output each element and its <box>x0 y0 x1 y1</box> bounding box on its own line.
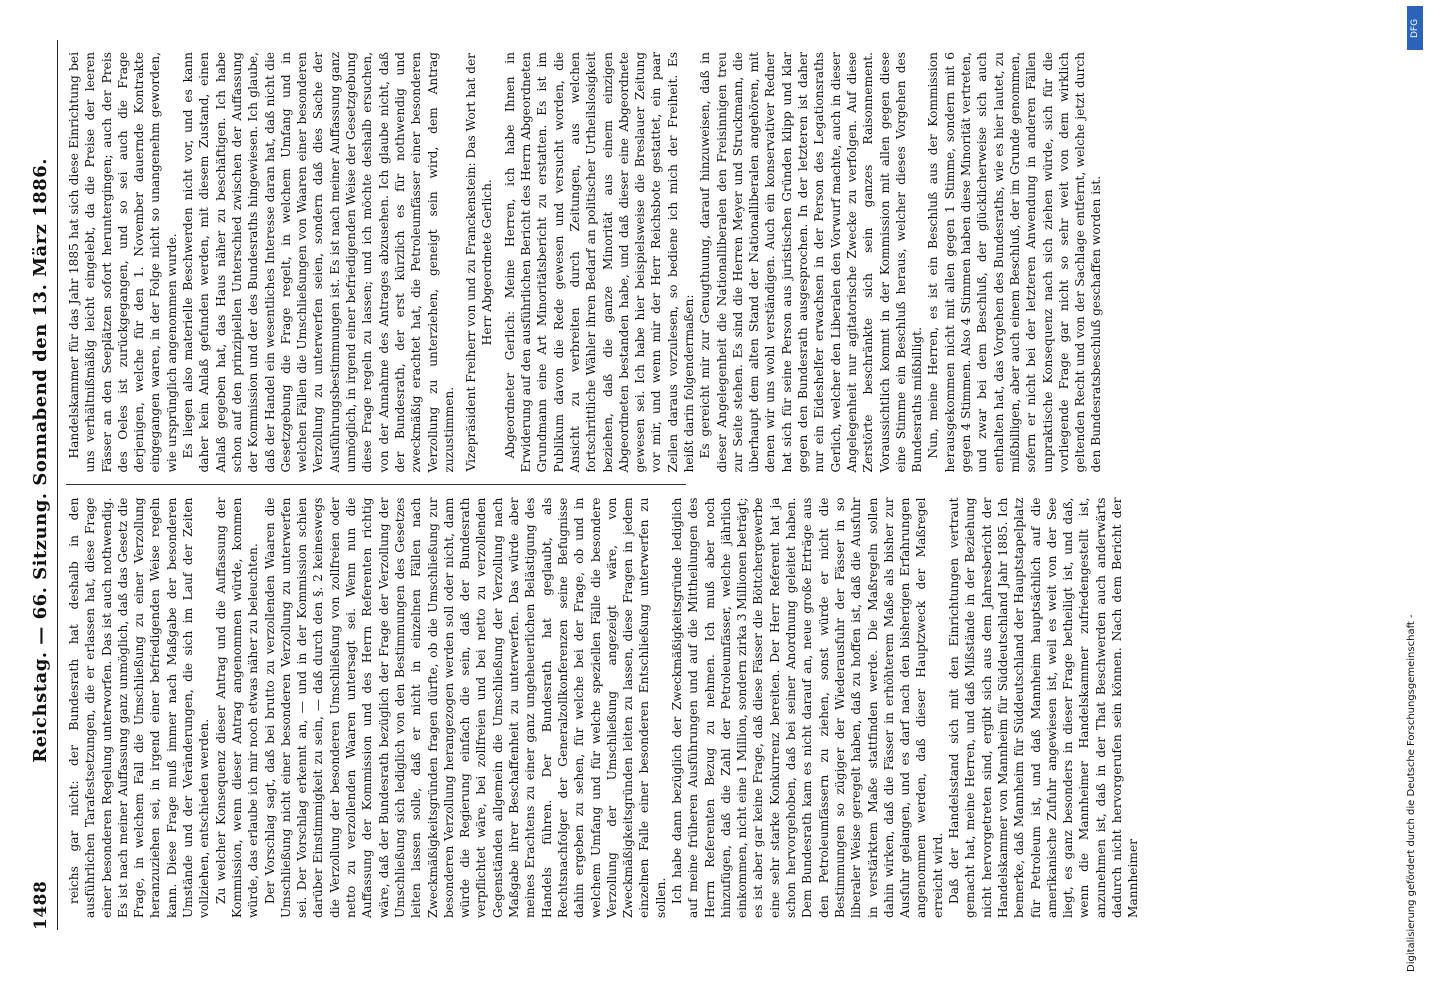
paragraph: Abgeordneter Gerlich: Meine Herren, ich habe Ihnen in Erwiderung auf den ausführlichen Bericht des Herrn Abgeordneten Grundmann eine Art Minoritätsbericht zu erstatten. Es ist im Publikum davon die Rede gewesen und versucht worden, die Ansicht zu verbreiten durch Zeitungen, aus welchen fortschrittliche Wähler ihren Bedarf an politischer Urtheilslosigkeit beziehen, daß die ganze Minorität aus einem einzigen Abgeordneten bestanden habe, und daß dieser eine Abgeordnete gewesen sei. Ich habe hier beispielsweise die Breslauer Zeitung vor mir, und wenn mir der Herr Reichsbote gestattet, ein paar Zeilen daraus vorzulesen, so bediene ich mich der Freiheit. Es heißt darin folgendermaßen: <box>502 52 696 473</box>
paragraph: reichs gar nicht: der Bundesrath hat deshalb in den ausführlichen Tarafestsetzungen, die er erlassen hat, diese Frage einer besonderen Regelung unterworfen. Das ist auch nothwendig. Es ist nach meiner Auffassung ganz unmöglich, daß das Gesetz die Frage, in welchem Fall die Umschließung zu einer Verzollung heranzuziehen sei, in irgend einer befriedigenden Weise regeln kann. Diese Frage muß immer nach Maßgabe der besonderen Umstände und der Veränderungen, die sich im Lauf der Zeiten vollziehen, entschieden werden. <box>67 497 212 918</box>
paragraph: Daß der Handelsstand sich mit den Einrichtungen vertraut gemacht hat, meine Herren, und daß Mißstände in der Beziehung nicht hervorgetreten sind, ergibt sich aus dem Jahresbericht der Handelskammer von Mannheim für Süddeutschland Jahr 1885. Ich bemerke, daß Mannheim für Süddeutschland der Hauptstapelplatz für Petroleum ist, und daß Mannheim hauptsächlich auf die amerikanische Zufuhr angewiesen ist, weil es weit von der See liegt, es ganz besonders in dieser Frage betheiligt ist, und daß, wenn die Mannheimer Handelskammer zufriedengestellt ist, anzunehmen ist, daß in der That Beschwerden auch anderwärts dadurch nicht hervorgerufen sein können. Nach dem Bericht der Mannheimer <box>947 497 1141 918</box>
right-column <box>66 40 1104 486</box>
paragraph: Handelskammer für das Jahr 1885 hat sich diese Einrichtung bei uns verhältnißmäßig leicht eingelebt, da die Preise der leeren Fässer an den Seeplätzen sofort heruntergingen; auch der Preis des Oeles ist zurückgegangen, und so sei auch die Frage derjenigen, welche für den 1. November dauernde Kontrakte eingegangen waren, in der Folge nicht so unangenehm geworden, wie ursprünglich angenommen wurde. <box>67 52 179 473</box>
paragraph: Zu welcher Konsequenz dieser Antrag und die Auffassung der Kommission, wenn dieser Antrag angenommen würde, kommen würde, das erlaube ich mir noch etwas näher zu beleuchten. <box>213 497 261 918</box>
credit-text: Digitalisierung gefördert durch die Deutsche Forschungsgemeinschaft - <box>1406 614 1417 972</box>
running-head <box>30 40 58 930</box>
paragraph: Nun, meine Herren, es ist ein Beschluß aus der Kommission herausgekommen nicht mit allen gegen 1 Stimme, sondern mit 6 gegen 4 Stimmen. Also 4 Stimmen haben diese Minorität vertreten, und zwar bei dem Beschluß, der glücklicherweise sich auch enthalten hat, das Vorgehen des Bundesraths, wie es hier lautet, zu mißbilligen, aber auch einem Beschluß, der im Grunde genommen, sofern er nicht bei der letzteren Anwendung in anderen Fällen unpraktische Konsequenz nach sich ziehen würde, sich für die vorliegende Frage gar nicht so sehr weit von dem wirklich geltenden Recht und von der Sachlage entfernt, welche jetzt durch den Bundesratsbeschluß geschaffen worden ist. <box>926 52 1104 473</box>
page-title: Reichstag. — 66. Sitzung. Sonnabend den 13. März 1886. <box>30 157 51 763</box>
quoted-paragraph: Es gereicht mir zur Genugthuung, darauf hinzuweisen, daß in dieser Angelegenheit die Nationalliberalen den Freisinnigen treu zur Seite stehen. Es sind die Herren Meyer und Struckmann, die überhaupt dem alten Stand der Nationalliberalen angehören, mit denen wir uns wohl verständigen. Auch ein konservativer Redner hat sich für seine Person aus juristischen Gründen klipp und klar gegen den Bundesrath ausgesprochen. In der letzteren ist daher nur ein Eideshelfer erwachsen in der Person des Legationsraths Gerlich, welcher den Liberalen den Vorwurf machte, auch in dieser Angelegenheit nur agitatorische Zwecke zu verfolgen. Auf diese Zerstörte beschränkte sich sein ganzes Raisonnement. Voraussichtlich kommt in der Kommission mit allen gegen diese eine Stimme ein Beschluß heraus, welcher dieses Vorgehen des Bundesraths mißbilligt. <box>698 52 925 473</box>
text-columns <box>66 40 1141 930</box>
paragraph: Ich habe dann bezüglich der Zweckmäßigkeitsgründe lediglich auf meine früheren Ausführungen und auf die Mittheilungen des Herrn Referenten Bezug zu nehmen. Ich muß aber noch hinzufügen, daß die Zahl der Petroleumfässer, welche jährlich einkommen, nicht eine 1 Million, sondern zirka 3 Millionen beträgt; es ist aber gar keine Frage, daß diese Fässer die Böttchergewerbe eine sehr starke Konkurrenz bereiten. Der Herr Referent hat ja schon hervorgehoben, daß bei seiner Anordnung geleitet haben. Dem Bundesrath kam es nicht darauf an, neue große Erträge aus den Petroleumfässern zu ziehen, sonst würde er nicht die Bestimmungen so zügiger der Wiederausfuhr der Fässer in so liberaler Weise geregelt haben, daß zu hoffen ist, daß die Ausfuhr in verstärktem Maße stattfinden werde. Die Maßregeln sollen dahin wirken, daß die Fässer in erhöhterem Maße als bisher zur Ausfuhr gelangen, und es darf nach den bisherigen Erfahrungen angenommen werden, daß dieser Hauptzweck der Maßregel erreicht wird. <box>669 497 945 918</box>
speaker-intro: Vizepräsident Freiherr von und zu Franckenstein: Das Wort hat der Herr Abgeordnete Gerlich. <box>464 52 495 472</box>
left-column <box>66 486 1141 931</box>
digitization-credit <box>1402 0 1426 1000</box>
paragraph: Der Vorschlag sagt, daß bei brutto zu verzollenden Waaren die Umschließung nicht einer besonderen Verzollung zu unterwerfen sei. Der Vorschlag erkennt an, — und in der Kommission schien darüber Einstimmigkeit zu sein, — daß durch den §. 2 keineswegs die Verzollung der besonderen Umschließung von zollfreien oder netto zu verzollenden Waaren untersagt sei. Wenn nun die Auffassung der Kommission und des Herrn Referenten richtig wäre, daß der Bundesrath bezüglich der Frage der Verzollung der Umschließung sich lediglich von den Bestimmungen des Gesetzes leiten lassen solle, daß er nicht in einzelnen Fällen nach Zweckmäßigkeitsgründen fragen dürfte, ob die Umschließung zur besonderen Verzollung herangezogen werden soll oder nicht, dann würde die Regierung einfach die sein, daß der Bundesrath verpflichtet wäre, bei zollfreien und bei netto zu verzollenden Gegenständen allgemein die Umschließung der Verzollung nach Maßgabe ihrer Beschaffenheit zu unterwerfen. Das würde aber meines Erachtens zu einer ganz ungeheuerlichen Belästigung des Handels führen. Der Bundesrath hat geglaubt, als Rechtsnachfolger der Generalzollkonferenzen seine Befugnisse dahin ergeben zu sehen, für welche bei der Frage, ob und in welchem Umfang und für welche speziellen Fälle die besondere Verzollung der Umschließung angezeigt wäre, von Zweckmäßigkeitsgründen leiten zu lassen, diese Fragen in jedem einzelnen Falle einer besonderen Entschließung unterwerfen zu sollen. <box>262 497 668 918</box>
page-number: 1488 <box>31 880 51 930</box>
dfg-logo: DFG <box>1407 6 1423 50</box>
paragraph: Es liegen also materielle Beschwerden nicht vor, und es kann daher kein Anlaß gefunden werden, mit diesem Zustand, einen Anlaß gegeben hat, das Haus näher zu beschäftigen. Ich habe schon auf den prinzipiellen Unterschied zwischen der Auffassung der Kommission und der des Bundesraths hingewiesen. Ich glaube, daß der Handel ein wesentliches Interesse daran hat, daß nicht die Gesetzgebung die Frage regelt, in welchem Umfang und in welchen Fällen die Umschließungen von Waaren einer besonderen Verzollung zu unterwerfen seien, sondern daß dies Sache der Ausführungsbestimmungen ist. Es ist nach meiner Auffassung ganz unmöglich, in irgend einer befriedigenden Weise der Gesetzgebung diese Frage regeln zu lassen; und ich möchte deshalb ersuchen, von der Annahme des Antrages abzusehen. Ich glaube nicht, daß der Bundesrath, der erst kürzlich es für nothwendig und zweckmäßig erachtet hat, die Petroleumfässer einer besonderen Verzollung zu unterziehen, geneigt sein wird, dem Antrag zuzustimmen. <box>181 52 456 473</box>
